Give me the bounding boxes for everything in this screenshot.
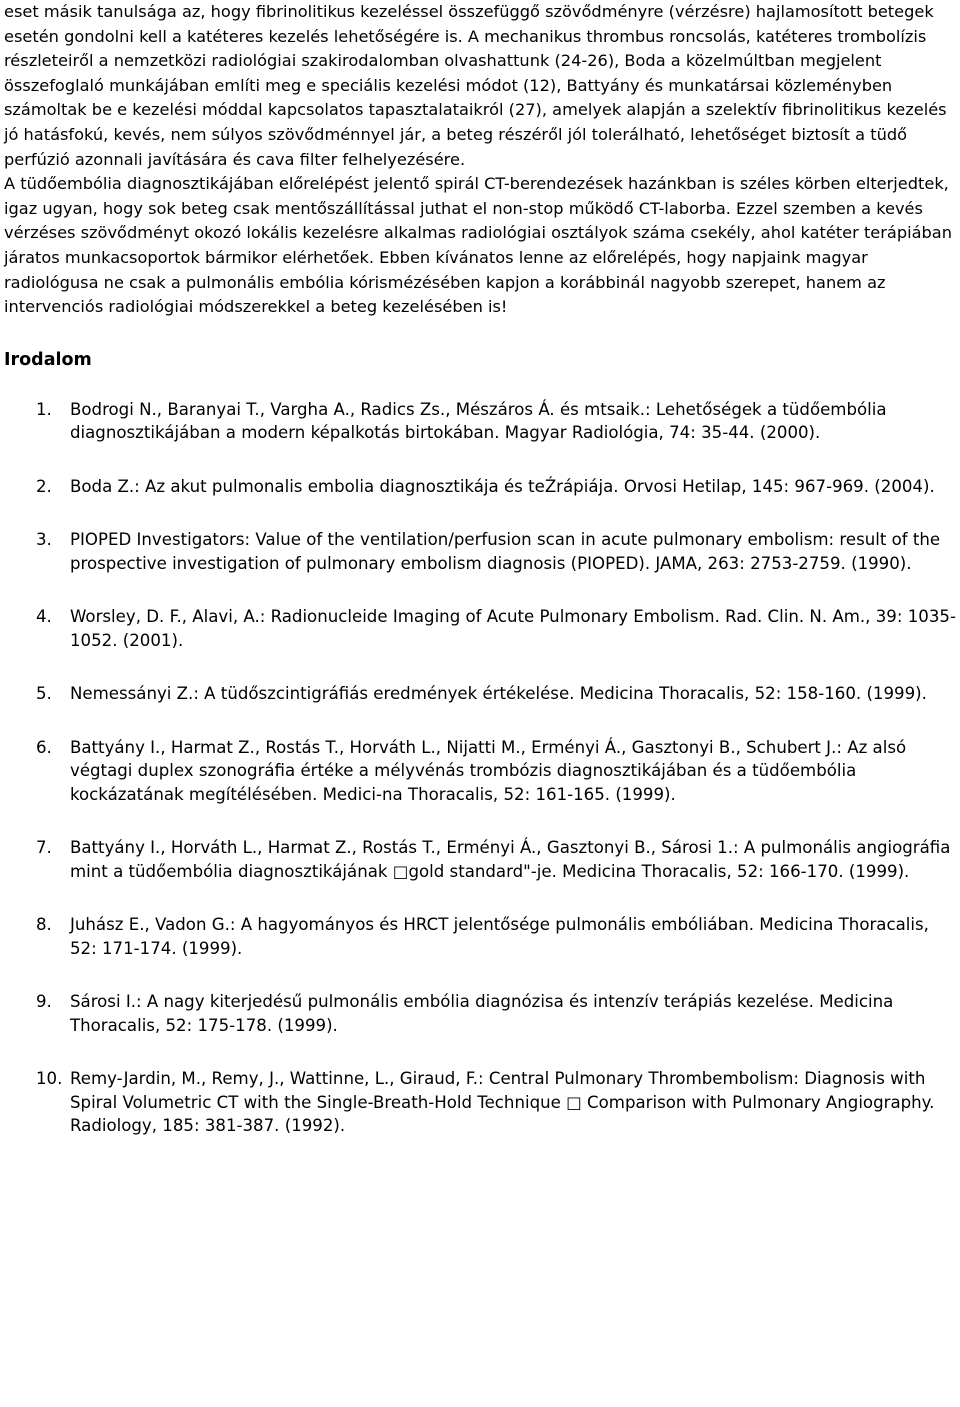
reference-text: Bodrogi N., Baranyai T., Vargha A., Radics Zs., Mészáros Á. és mtsaik.: Lehetőségek a tüdőembólia diagnosztikájában a modern képalkotás birtokában. Magyar Radiológia, 74: 35-44. (2000). <box>70 399 887 443</box>
reference-item <box>4 605 956 652</box>
reference-number: 9. <box>36 992 52 1012</box>
reference-item <box>4 475 956 499</box>
reference-number: 1. <box>36 399 52 419</box>
reference-number: 2. <box>36 476 52 496</box>
reference-number: 10. <box>36 1069 63 1089</box>
reference-number: 8. <box>36 915 52 935</box>
reference-item <box>4 398 956 445</box>
reference-text: PIOPED Investigators: Value of the ventilation/perfusion scan in acute pulmonary embolism: result of the prospective investigation of pulmonary embolism diagnosis (PIOPED). JAMA, 263: 2753-2759. (1990). <box>70 530 941 573</box>
reference-number: 4. <box>36 607 52 627</box>
reference-text: Worsley, D. F., Alavi, A.: Radionucleide Imaging of Acute Pulmonary Embolism. Rad. Clin. N. Am., 39: 1035-1052. (2001). <box>70 607 956 650</box>
reference-text: Nemessányi Z.: A tüdőszcintigráfiás eredmények értékelése. Medicina Thoracalis, 52: 158-160. (1999). <box>70 684 927 704</box>
body-paragraph-1: eset másik tanulsága az, hogy fibrinolitikus kezeléssel összefüggő szövődményre (vérzésre) hajlamosított betegek esetén gondolni kell a katéteres kezelés lehetőségére is. A mechanikus thrombus roncsolás, katéteres trombolízis részleteiről a nemzetközi radiológiai szakirodalomban olvashattunk (24-26), Boda a közelmúltban megjelent összefoglaló munkájában említi meg e speciális kezelési módot (12), Battyány és munkatársai közleményben számoltak be e kezelési móddal kapcsolatos tapasztalataikról (27), amelyek alapján a szelektív fibrinolitikus kezelés jó hatásfokú, kevés, nem súlyos szövődménnyel jár, a beteg részéről jól tolerálható, lehetőséget biztosít a tüdő perfúzió azonnali javítására és cava filter felhelyezésére. <box>4 2 947 169</box>
reference-number: 3. <box>36 530 52 550</box>
reference-list <box>4 398 956 1138</box>
reference-item <box>4 913 956 960</box>
reference-text: Battyány I., Horváth L., Harmat Z., Rostás T., Erményi Á., Gasztonyi B., Sárosi 1.: A pulmonális angiográfia mint a tüdőembólia diagnosztikájának □gold standard"-je. Medicina Thoracalis, 52: 166-170. (1999). <box>70 838 951 881</box>
reference-item <box>4 528 956 575</box>
references-heading: Irodalom <box>4 349 92 370</box>
reference-item <box>4 990 956 1037</box>
reference-item <box>4 682 956 706</box>
reference-text: Sárosi I.: A nagy kiterjedésű pulmonális embólia diagnózisa és intenzív terápiás kezelése. Medicina Thoracalis, 52: 175-178. (1999). <box>70 992 894 1035</box>
reference-text: Boda Z.: Az akut pulmonalis embolia diagnosztikája és teŹrápiája. Orvosi Hetilap, 145: 967-969. (2004). <box>70 476 935 496</box>
reference-text: Battyány I., Harmat Z., Rostás T., Horváth L., Nijatti M., Erményi Á., Gasztonyi B., Schubert J.: Az alsó végtagi duplex szonográfia értéke a mélyvénás trombózis diagnosztikájában és a tüdőembólia kockázatának megítélésében. Medici-na Thoracalis, 52: 161-165. (1999). <box>70 737 907 804</box>
reference-number: 5. <box>36 684 52 704</box>
reference-item <box>4 1067 956 1138</box>
reference-number: 6. <box>36 737 52 757</box>
reference-number: 7. <box>36 838 52 858</box>
body-paragraph-2: A tüdőembólia diagnosztikájában előrelépést jelentő spirál CT-berendezések hazánkban is széles körben elterjedtek, igaz ugyan, hogy sok beteg csak mentőszállítással juthat el non-stop működő CT-laborba. Ezzel szemben a kevés vérzéses szövődményt okozó lokális kezelésre alkalmas radiológiai osztályok száma csekély, ahol katéter terápiában járatos munkacsoportok bármikor elérhetőek. Ebben kívánatos lenne az előrelépés, hogy napjaink magyar radiológusa ne csak a pulmonális embólia kórismézésében kapjon a korábbinál nagyobb szerepet, hanem az intervenciós radiológiai módszerekkel a beteg kezelésében is! <box>4 174 952 317</box>
reference-text: Juhász E., Vadon G.: A hagyományos és HRCT jelentősége pulmonális embóliában. Medicina Thoracalis, 52: 171-174. (1999). <box>70 915 929 958</box>
document-page <box>4 0 956 1138</box>
reference-item <box>4 836 956 883</box>
reference-item <box>4 736 956 807</box>
reference-text: Remy-Jardin, M., Remy, J., Wattinne, L., Giraud, F.: Central Pulmonary Thrombembolism: Diagnosis with Spiral Volumetric CT with the Single-Breath-Hold Technique □ Comparison with Pulmonary Angiography. Radiology, 185: 381-387. (1992). <box>70 1069 935 1136</box>
